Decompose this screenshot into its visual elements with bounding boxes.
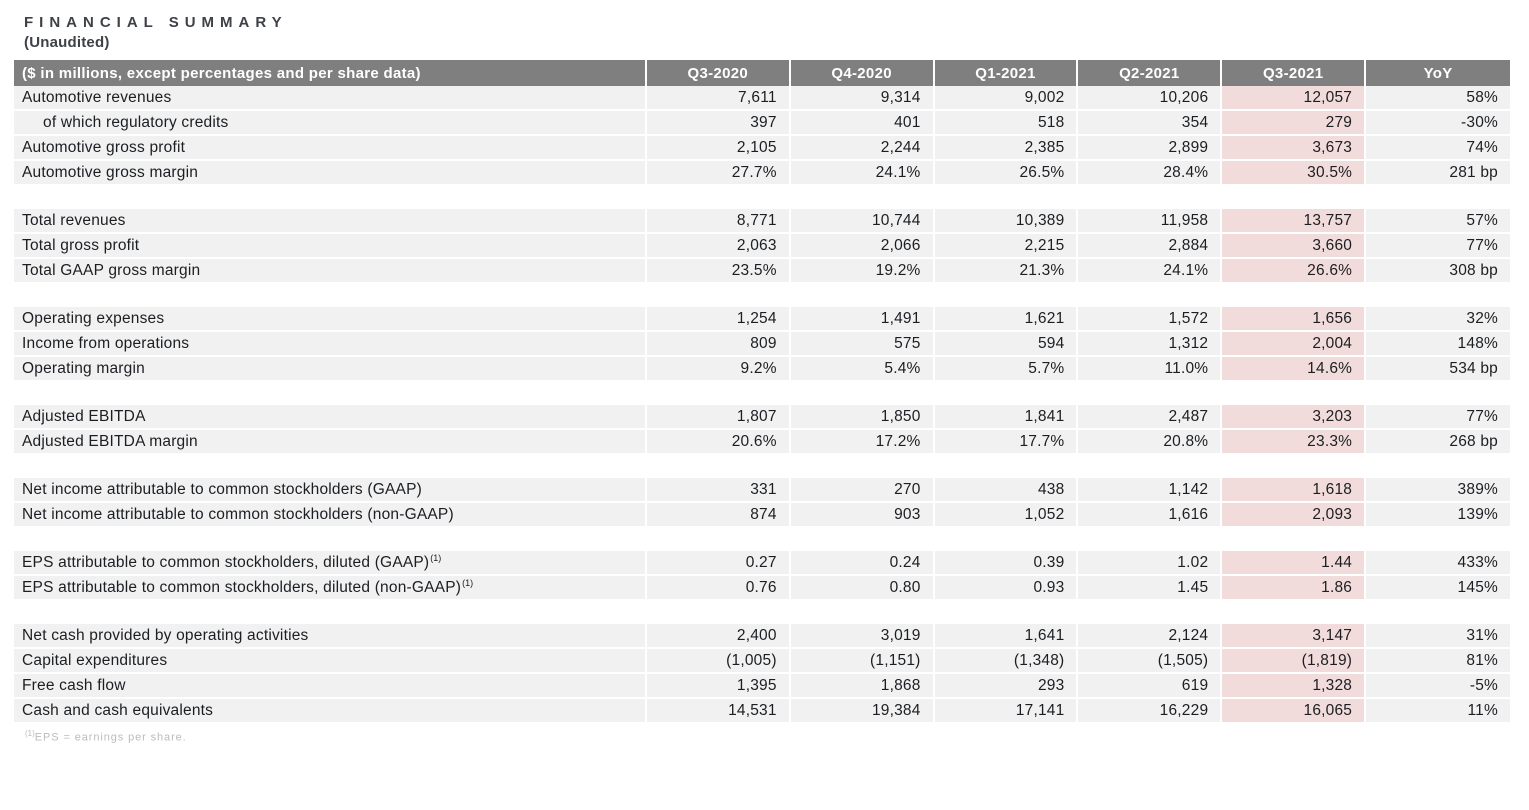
cell-q4-2020: 401 (791, 111, 935, 136)
financial-summary-table (14, 60, 1510, 724)
cell-yoy: 58% (1366, 86, 1510, 111)
cell-q3-2021: 1.44 (1222, 551, 1366, 576)
row-label (14, 307, 647, 332)
cell-q2-2021: 1.02 (1078, 551, 1222, 576)
row-label (14, 430, 647, 455)
table-row (14, 551, 1510, 576)
cell-q2-2021: 1.45 (1078, 576, 1222, 601)
cell-q3-2020: 2,105 (647, 136, 791, 161)
cell-q1-2021: 0.39 (935, 551, 1079, 576)
section-gap (14, 601, 1510, 624)
cell-q2-2021: 2,884 (1078, 234, 1222, 259)
row-label-text: Total GAAP gross margin (22, 261, 201, 279)
table-row (14, 624, 1510, 649)
cell-q3-2021: 3,660 (1222, 234, 1366, 259)
row-label (14, 649, 647, 674)
cell-q3-2020: 397 (647, 111, 791, 136)
cell-yoy: 389% (1366, 478, 1510, 503)
cell-q1-2021: 10,389 (935, 209, 1079, 234)
cell-q3-2020: 1,254 (647, 307, 791, 332)
table-row (14, 649, 1510, 674)
cell-q1-2021: 293 (935, 674, 1079, 699)
column-header-yoy: YoY (1366, 60, 1510, 86)
cell-yoy: 308 bp (1366, 259, 1510, 284)
row-label (14, 259, 647, 284)
cell-yoy: 74% (1366, 136, 1510, 161)
cell-yoy: 31% (1366, 624, 1510, 649)
cell-q3-2021: 2,004 (1222, 332, 1366, 357)
cell-q2-2021: 28.4% (1078, 161, 1222, 186)
cell-q3-2020: 27.7% (647, 161, 791, 186)
cell-q1-2021: 26.5% (935, 161, 1079, 186)
cell-q4-2020: 270 (791, 478, 935, 503)
cell-q4-2020: 903 (791, 503, 935, 528)
table-row (14, 503, 1510, 528)
cell-yoy: 268 bp (1366, 430, 1510, 455)
row-label-text: Net cash provided by operating activities (22, 626, 309, 644)
cell-q3-2020: 1,807 (647, 405, 791, 430)
table-row (14, 332, 1510, 357)
cell-q3-2020: 8,771 (647, 209, 791, 234)
cell-q2-2021: 10,206 (1078, 86, 1222, 111)
cell-q3-2021: 30.5% (1222, 161, 1366, 186)
cell-yoy: 145% (1366, 576, 1510, 601)
cell-q3-2020: (1,005) (647, 649, 791, 674)
row-label-text: Total revenues (22, 211, 126, 229)
footnote (24, 729, 1510, 744)
cell-q1-2021: 518 (935, 111, 1079, 136)
row-label (14, 674, 647, 699)
table-row (14, 405, 1510, 430)
cell-q4-2020: 1,868 (791, 674, 935, 699)
cell-q3-2020: 0.76 (647, 576, 791, 601)
cell-yoy: 433% (1366, 551, 1510, 576)
cell-q1-2021: 1,641 (935, 624, 1079, 649)
cell-q4-2020: 1,491 (791, 307, 935, 332)
cell-yoy: 534 bp (1366, 357, 1510, 382)
cell-q3-2021: 3,673 (1222, 136, 1366, 161)
table-row (14, 357, 1510, 382)
cell-yoy: 281 bp (1366, 161, 1510, 186)
cell-q3-2021: 1,618 (1222, 478, 1366, 503)
cell-q2-2021: 1,312 (1078, 332, 1222, 357)
cell-yoy: -5% (1366, 674, 1510, 699)
table-row (14, 674, 1510, 699)
cell-yoy: -30% (1366, 111, 1510, 136)
row-label (14, 86, 647, 111)
table-row (14, 259, 1510, 284)
cell-q1-2021: 1,841 (935, 405, 1079, 430)
row-label (14, 332, 647, 357)
table-row (14, 234, 1510, 259)
cell-q2-2021: (1,505) (1078, 649, 1222, 674)
cell-q3-2020: 9.2% (647, 357, 791, 382)
cell-q3-2020: 23.5% (647, 259, 791, 284)
section-gap (14, 455, 1510, 478)
row-label-text: Automotive gross margin (22, 163, 199, 181)
table-row (14, 430, 1510, 455)
cell-q2-2021: 1,616 (1078, 503, 1222, 528)
cell-q1-2021: 21.3% (935, 259, 1079, 284)
table-row (14, 699, 1510, 724)
cell-q3-2021: 3,203 (1222, 405, 1366, 430)
section-gap (14, 284, 1510, 307)
cell-q1-2021: 9,002 (935, 86, 1079, 111)
row-label-text: Cash and cash equivalents (22, 701, 214, 719)
cell-q2-2021: 1,572 (1078, 307, 1222, 332)
cell-q1-2021: 17,141 (935, 699, 1079, 724)
cell-q3-2020: 2,400 (647, 624, 791, 649)
cell-q1-2021: 17.7% (935, 430, 1079, 455)
column-header-q3-2021: Q3-2021 (1222, 60, 1366, 86)
cell-q2-2021: 2,124 (1078, 624, 1222, 649)
page-subtitle: (Unaudited) (24, 34, 110, 51)
cell-q1-2021: 1,052 (935, 503, 1079, 528)
cell-q3-2020: 0.27 (647, 551, 791, 576)
cell-q3-2020: 7,611 (647, 86, 791, 111)
cell-q1-2021: 1,621 (935, 307, 1079, 332)
row-label-text: EPS attributable to common stockholders, diluted (GAAP) (22, 554, 430, 572)
cell-q4-2020: 2,244 (791, 136, 935, 161)
cell-q4-2020: 0.80 (791, 576, 935, 601)
cell-q3-2021: 1,328 (1222, 674, 1366, 699)
cell-q4-2020: 5.4% (791, 357, 935, 382)
row-label (14, 234, 647, 259)
cell-q2-2021: 11,958 (1078, 209, 1222, 234)
cell-yoy: 77% (1366, 234, 1510, 259)
table-row (14, 209, 1510, 234)
cell-q4-2020: 9,314 (791, 86, 935, 111)
cell-q2-2021: 11.0% (1078, 357, 1222, 382)
footnote-marker: (1) (25, 729, 35, 738)
table-row (14, 111, 1510, 136)
row-label-text: Operating margin (22, 359, 145, 377)
cell-q1-2021: 2,385 (935, 136, 1079, 161)
row-label (14, 209, 647, 234)
cell-q1-2021: 594 (935, 332, 1079, 357)
cell-q3-2020: 14,531 (647, 699, 791, 724)
cell-yoy: 148% (1366, 332, 1510, 357)
row-label-text: Automotive revenues (22, 88, 172, 106)
cell-q4-2020: 10,744 (791, 209, 935, 234)
cell-q4-2020: 19.2% (791, 259, 935, 284)
cell-q2-2021: 619 (1078, 674, 1222, 699)
footnote-text: EPS = earnings per share. (34, 731, 187, 744)
table-unit-note: ($ in millions, except percentages and per share data) (14, 60, 647, 86)
table-row (14, 576, 1510, 601)
cell-q3-2020: 2,063 (647, 234, 791, 259)
cell-q2-2021: 16,229 (1078, 699, 1222, 724)
cell-q2-2021: 2,487 (1078, 405, 1222, 430)
cell-q1-2021: 0.93 (935, 576, 1079, 601)
section-gap (14, 528, 1510, 551)
row-label (14, 357, 647, 382)
cell-q1-2021: (1,348) (935, 649, 1079, 674)
cell-yoy: 32% (1366, 307, 1510, 332)
row-label (14, 551, 647, 576)
table-row (14, 86, 1510, 111)
cell-q3-2021: 279 (1222, 111, 1366, 136)
cell-yoy: 77% (1366, 405, 1510, 430)
row-label (14, 699, 647, 724)
row-label-text: Automotive gross profit (22, 138, 186, 156)
column-header-q4-2020: Q4-2020 (791, 60, 935, 86)
cell-q1-2021: 2,215 (935, 234, 1079, 259)
cell-q3-2021: 23.3% (1222, 430, 1366, 455)
table-row (14, 161, 1510, 186)
row-label-text: Net income attributable to common stockholders (GAAP) (22, 480, 422, 498)
cell-q3-2021: 16,065 (1222, 699, 1366, 724)
row-label-text: Capital expenditures (22, 651, 168, 669)
row-label-text: Total gross profit (22, 236, 140, 254)
page-title: FINANCIAL SUMMARY (24, 14, 288, 31)
cell-yoy: 139% (1366, 503, 1510, 528)
row-label-text: Income from operations (22, 334, 190, 352)
cell-q3-2020: 20.6% (647, 430, 791, 455)
cell-q3-2021: 26.6% (1222, 259, 1366, 284)
footnote-marker: (1) (462, 577, 474, 588)
cell-q3-2021: 13,757 (1222, 209, 1366, 234)
footnote-marker: (1) (430, 552, 442, 563)
cell-q4-2020: (1,151) (791, 649, 935, 674)
row-label-text: EPS attributable to common stockholders, diluted (non-GAAP) (22, 579, 462, 597)
cell-q4-2020: 2,066 (791, 234, 935, 259)
section-gap (14, 186, 1510, 209)
row-label-text: Free cash flow (22, 676, 126, 694)
cell-yoy: 57% (1366, 209, 1510, 234)
column-header-q1-2021: Q1-2021 (935, 60, 1079, 86)
cell-q2-2021: 1,142 (1078, 478, 1222, 503)
row-label (14, 624, 647, 649)
cell-q4-2020: 575 (791, 332, 935, 357)
section-gap (14, 382, 1510, 405)
row-label-text: Adjusted EBITDA (22, 407, 146, 425)
row-label (14, 111, 647, 136)
row-label-text: Adjusted EBITDA margin (22, 432, 198, 450)
cell-q3-2020: 809 (647, 332, 791, 357)
cell-yoy: 11% (1366, 699, 1510, 724)
cell-q3-2020: 1,395 (647, 674, 791, 699)
cell-q3-2021: 1,656 (1222, 307, 1366, 332)
cell-q4-2020: 1,850 (791, 405, 935, 430)
cell-q1-2021: 438 (935, 478, 1079, 503)
table-row (14, 478, 1510, 503)
row-label (14, 405, 647, 430)
row-label (14, 136, 647, 161)
cell-q4-2020: 24.1% (791, 161, 935, 186)
row-label (14, 576, 647, 601)
row-label-text: of which regulatory credits (43, 113, 229, 131)
column-header-q3-2020: Q3-2020 (647, 60, 791, 86)
cell-q3-2021: (1,819) (1222, 649, 1366, 674)
cell-q2-2021: 2,899 (1078, 136, 1222, 161)
table-row (14, 136, 1510, 161)
cell-q2-2021: 20.8% (1078, 430, 1222, 455)
cell-q3-2021: 2,093 (1222, 503, 1366, 528)
cell-yoy: 81% (1366, 649, 1510, 674)
cell-q1-2021: 5.7% (935, 357, 1079, 382)
row-label (14, 161, 647, 186)
cell-q2-2021: 354 (1078, 111, 1222, 136)
cell-q2-2021: 24.1% (1078, 259, 1222, 284)
cell-q3-2020: 331 (647, 478, 791, 503)
cell-q3-2021: 12,057 (1222, 86, 1366, 111)
cell-q3-2020: 874 (647, 503, 791, 528)
row-label-text: Net income attributable to common stockholders (non-GAAP) (22, 505, 454, 523)
row-label (14, 478, 647, 503)
cell-q4-2020: 0.24 (791, 551, 935, 576)
cell-q4-2020: 3,019 (791, 624, 935, 649)
column-header-q2-2021: Q2-2021 (1078, 60, 1222, 86)
cell-q4-2020: 17.2% (791, 430, 935, 455)
cell-q3-2021: 3,147 (1222, 624, 1366, 649)
table-row (14, 307, 1510, 332)
cell-q3-2021: 14.6% (1222, 357, 1366, 382)
table-header-row (14, 60, 1510, 86)
cell-q3-2021: 1.86 (1222, 576, 1366, 601)
row-label-text: Operating expenses (22, 309, 165, 327)
row-label (14, 503, 647, 528)
cell-q4-2020: 19,384 (791, 699, 935, 724)
